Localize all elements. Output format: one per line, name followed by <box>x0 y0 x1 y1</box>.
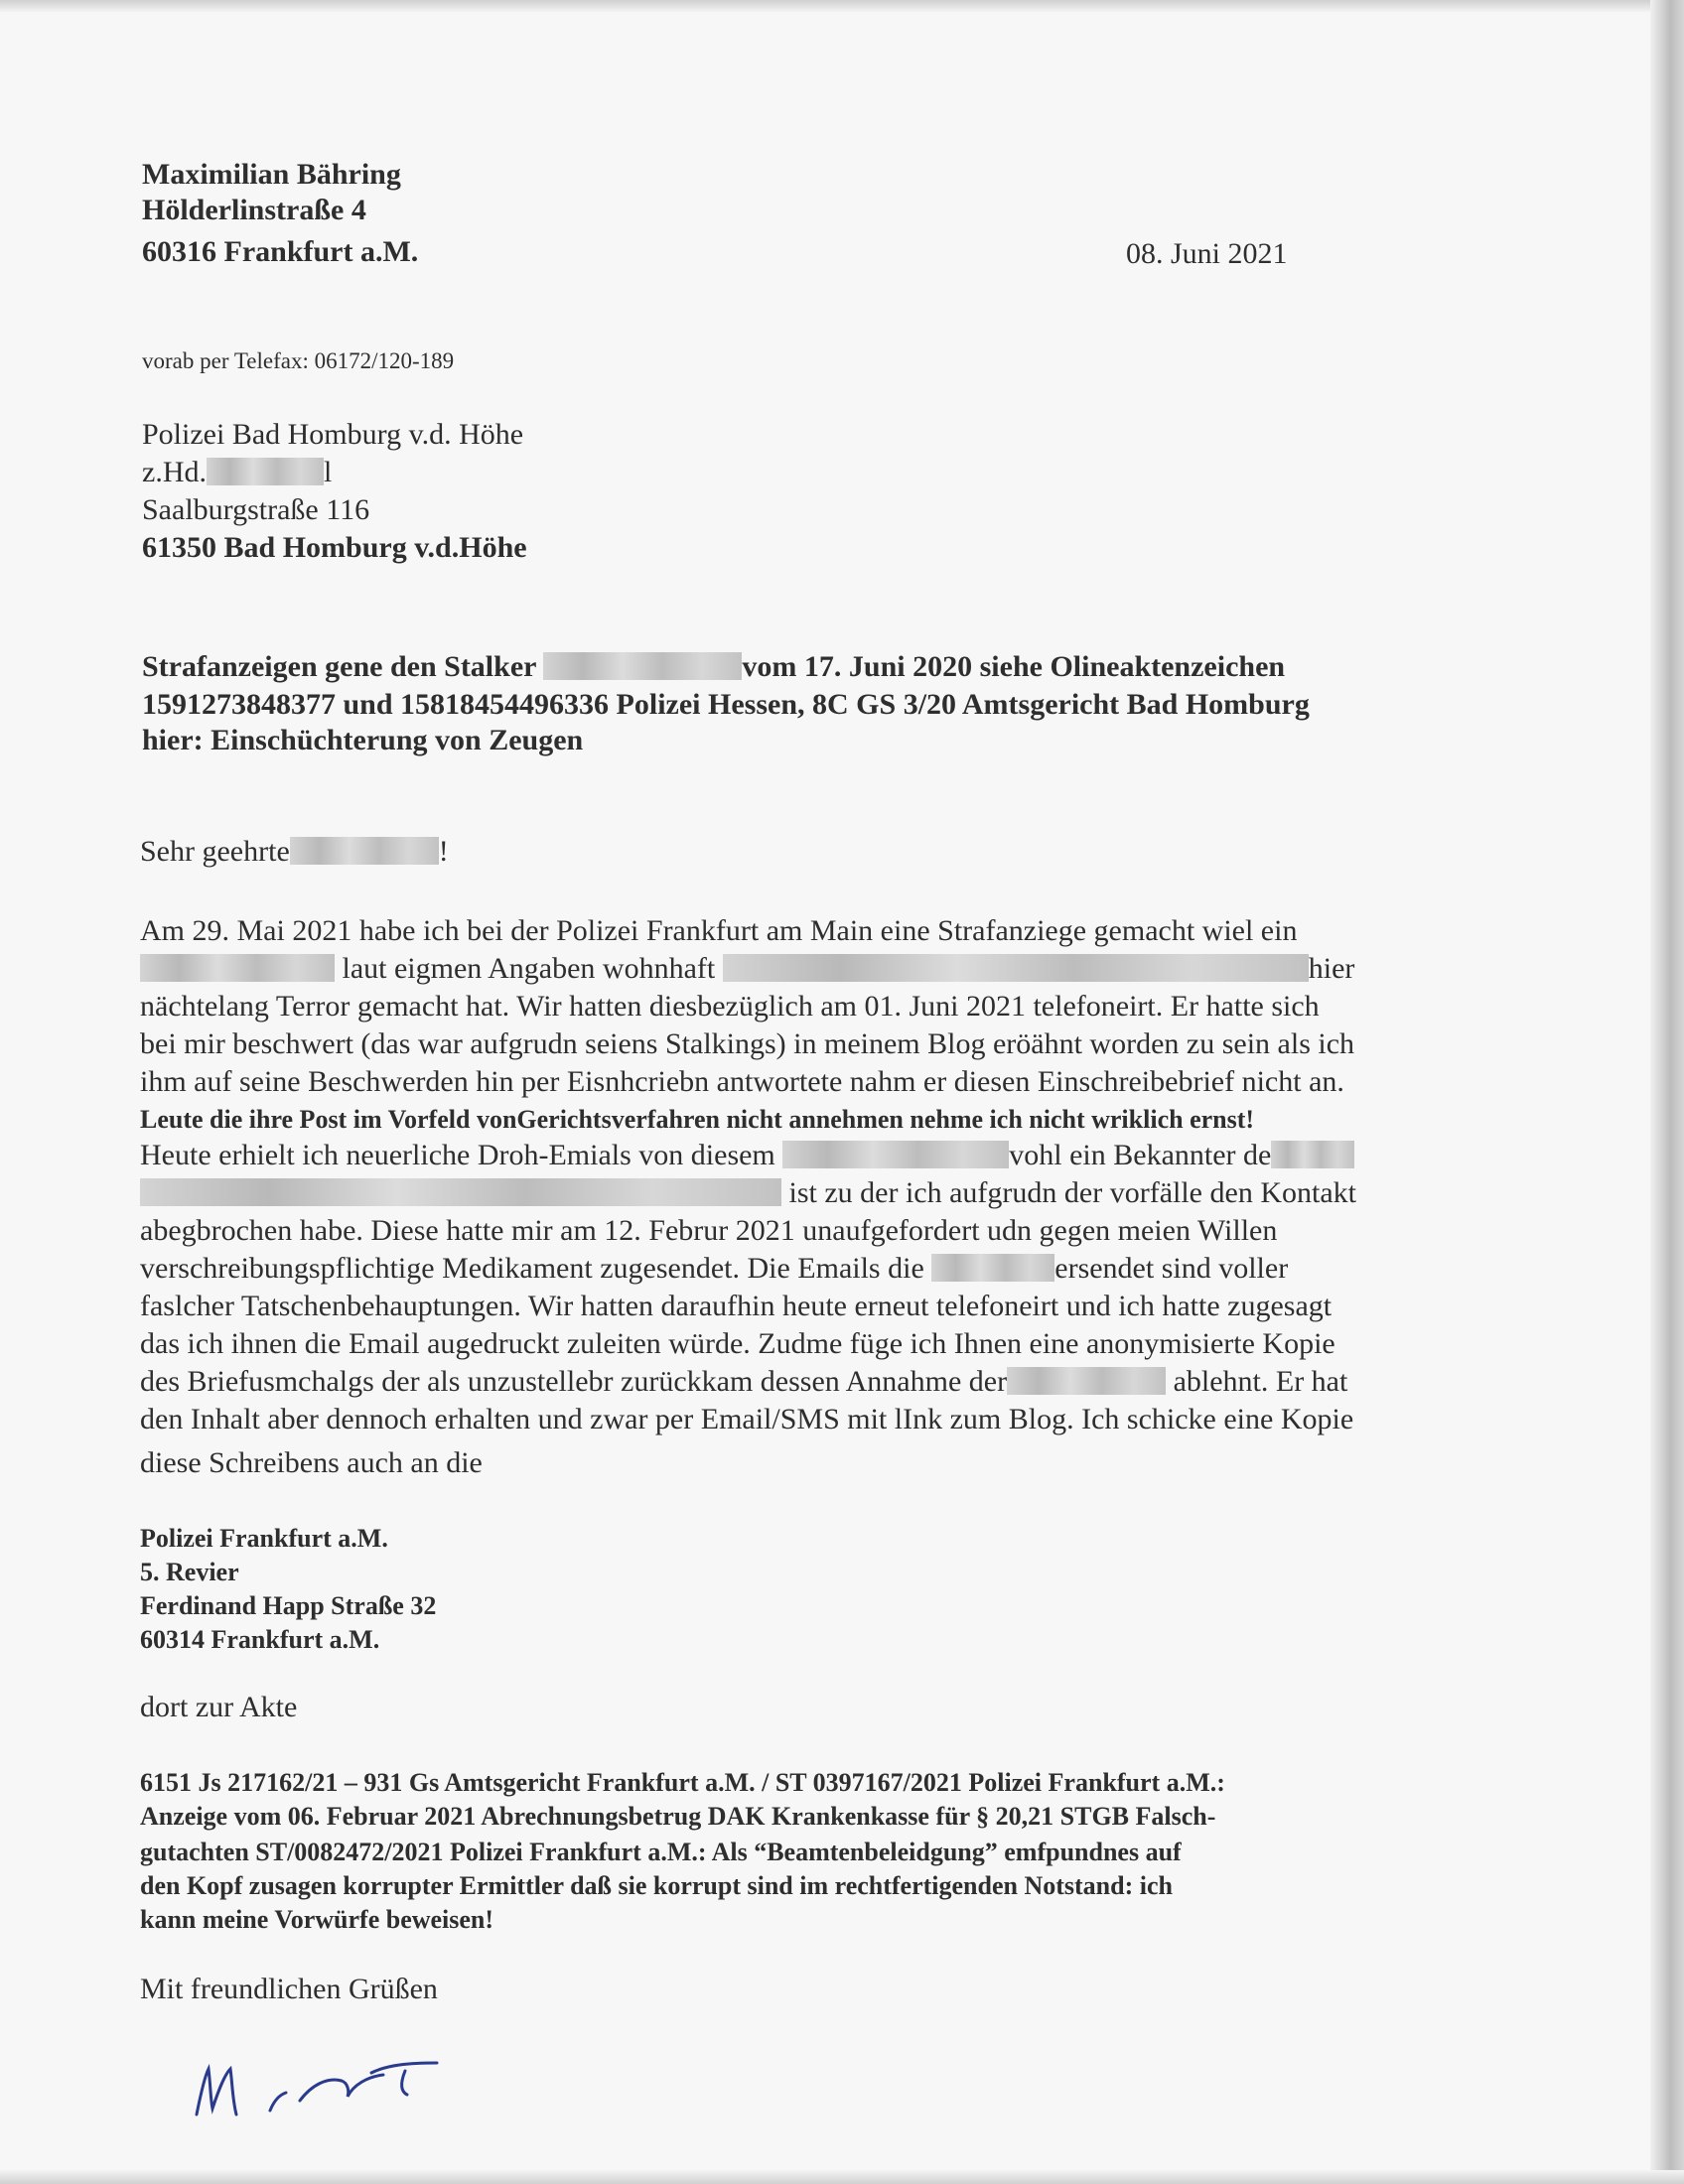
attn-suffix: l <box>323 456 333 488</box>
subject-line-1-end: vom 17. Juni 2020 siehe Olineaktenzeichen <box>742 650 1286 683</box>
closing: Mit freundlichen Grüßen <box>140 1973 438 2005</box>
redaction-block <box>931 1254 1054 1282</box>
body-line-2-end: hier <box>1308 952 1355 985</box>
body-line-10-end: ersendet sind voller <box>1054 1252 1289 1285</box>
body-line-5: ihm auf seine Beschwerden hin per Eisnhcriebn antwortete nahm er diesen Einschreibebrief nicht an. <box>140 1065 1344 1098</box>
redaction-block <box>723 954 1309 982</box>
body-line-3: nächtelang Terror gemacht hat. Wir hatten diesbezüglich am 01. Juni 2021 telefoneirt. Er hatte sich <box>140 990 1320 1023</box>
redaction-block <box>543 652 742 680</box>
sender-name: Maximilian Bähring <box>142 158 401 191</box>
body-line-13 <box>140 1364 1347 1400</box>
redaction-block <box>207 458 324 485</box>
salutation <box>140 834 449 870</box>
recipient-org: Polizei Bad Homburg v.d. Höhe <box>142 418 524 451</box>
handwritten-signature <box>179 2025 467 2134</box>
redaction-block <box>140 1178 781 1206</box>
body-line-13-start: des Briefusmchalgs der als unzustellebr zurückkam dessen Annahme der <box>140 1365 1008 1398</box>
redaction-block <box>1007 1367 1166 1395</box>
body-line-1: Am 29. Mai 2021 habe ich bei der Polizei Frankfurt am Main eine Strafanziege gemacht wiel ein <box>140 914 1298 947</box>
redaction-block <box>140 954 335 982</box>
body-line-4: bei mir beschwert (das war aufgrudn seiens Stalkings) in meinem Blog eröähnt worden zu sein als ich <box>140 1027 1355 1060</box>
dort-zur-akte: dort zur Akte <box>140 1691 298 1723</box>
recipient-city: 61350 Bad Homburg v.d.Höhe <box>142 531 527 564</box>
sender-street: Hölderlinstraße 4 <box>142 194 366 226</box>
body-line-8 <box>140 1175 1356 1211</box>
body-line-15: diese Schreibens auch an die <box>140 1446 483 1479</box>
letter-date: 08. Juni 2021 <box>1126 237 1288 270</box>
copy-to-org: Polizei Frankfurt a.M. <box>140 1524 388 1553</box>
copy-to-unit: 5. Revier <box>140 1558 239 1586</box>
recipient-attn <box>142 455 332 490</box>
recipient-street: Saalburgstraße 116 <box>142 493 370 526</box>
reference-line-2: Anzeige vom 06. Februar 2021 Abrechnungsbetrug DAK Krankenkasse für § 20,21 STGB Falsch- <box>140 1802 1216 1831</box>
copy-to-street: Ferdinand Happ Straße 32 <box>140 1591 437 1620</box>
sender-city: 60316 Frankfurt a.M. <box>142 235 419 268</box>
copy-to-city: 60314 Frankfurt a.M. <box>140 1625 380 1654</box>
scan-edge-bottom <box>0 2170 1684 2184</box>
attn-prefix: z.Hd. <box>142 456 207 488</box>
scan-edge-right <box>1650 0 1684 2184</box>
body-line-11: faslcher Tatschenbehauptungen. Wir hatten daraufhin heute erneut telefoneirt und ich hatte zugesagt <box>140 1290 1333 1322</box>
subject-line-1 <box>142 649 1285 685</box>
subject-line-3: hier: Einschüchterung von Zeugen <box>142 724 584 756</box>
body-line-2 <box>140 951 1354 987</box>
redaction-block <box>782 1141 1009 1168</box>
redaction-block <box>1271 1141 1354 1168</box>
body-line-10 <box>140 1251 1288 1287</box>
reference-line-5: kann meine Vorwürfe beweisen! <box>140 1905 494 1934</box>
body-line-10-start: verschreibungspflichtige Medikament zugesendet. Die Emails die <box>140 1252 924 1285</box>
body-line-8-text: ist zu der ich aufgrudn der vorfälle den Kontakt <box>788 1176 1356 1209</box>
body-line-7-start: Heute erhielt ich neuerliche Droh-Emials von diesem <box>140 1139 775 1171</box>
body-line-7-end: vohl ein Bekannter de <box>1009 1139 1272 1171</box>
scan-edge-top <box>0 0 1684 12</box>
body-line-12: das ich ihnen die Email augedruckt zuleiten würde. Zudme füge ich Ihnen eine anonymisierte Kopie <box>140 1327 1335 1360</box>
body-line-13-end: ablehnt. Er hat <box>1173 1365 1348 1398</box>
body-line-2-start: laut eigmen Angaben wohnhaft <box>342 952 716 985</box>
body-line-7 <box>140 1138 1354 1173</box>
redaction-block <box>290 837 439 865</box>
body-line-9: abegbrochen habe. Diese hatte mir am 12. Februr 2021 unaufgefordert udn gegen meien Willen <box>140 1214 1278 1247</box>
salutation-end: ! <box>438 835 449 868</box>
body-line-14: den Inhalt aber dennoch erhalten und zwar per Email/SMS mit lInk zum Blog. Ich schicke eine Kopie <box>140 1403 1354 1435</box>
reference-line-3: gutachten ST/0082472/2021 Polizei Frankfurt a.M.: Als “Beamtenbeleidgung” emfpundnes auf <box>140 1838 1182 1866</box>
subject-line-2: 1591273848377 und 15818454496336 Polizei Hessen, 8C GS 3/20 Amtsgericht Bad Homburg <box>142 688 1310 721</box>
reference-line-1: 6151 Js 217162/21 – 931 Gs Amtsgericht Frankfurt a.M. / ST 0397167/2021 Polizei Frankfurt a.M.: <box>140 1768 1225 1797</box>
body-line-6: Leute die ihre Post im Vorfeld vonGerichtsverfahren nicht annehmen nehme ich nicht wriklich ernst! <box>140 1105 1255 1134</box>
reference-line-4: den Kopf zusagen korrupter Ermittler daß sie korrupt sind im rechtfertigenden Notstand: ich <box>140 1871 1173 1900</box>
subject-line-1-start: Strafanzeigen gene den Stalker <box>142 650 536 683</box>
fax-note: vorab per Telefax: 06172/120-189 <box>142 348 455 373</box>
salutation-start: Sehr geehrte <box>140 835 290 868</box>
